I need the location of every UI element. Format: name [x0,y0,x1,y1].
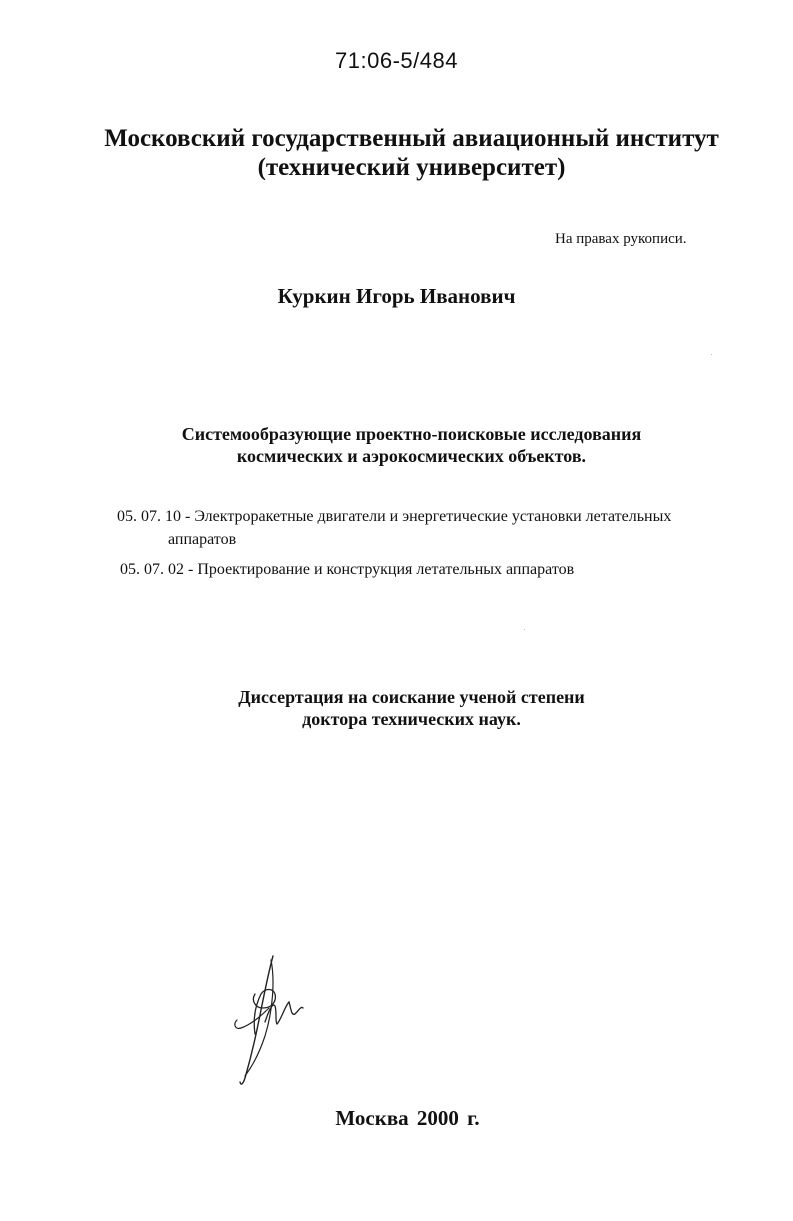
specialty-1: 05. 07. 10 - Электроракетные двигатели и энергетические установки летательных [117,508,672,525]
title-line-1: Системообразующие проектно-поисковые исследования [181,424,642,444]
city-and-year: Москва 2000 г. [335,1106,480,1130]
rights-note: На правах рукописи. [555,231,687,247]
title-line-2: космических и аэрокосмических объектов. [236,446,587,466]
degree-line-2: доктора технических наук. [302,709,521,729]
specialty-1-continuation: аппаратов [168,531,237,548]
institution-name [0,124,793,182]
dissertation-title [0,423,793,467]
catalog-code: 71:06-5/484 [335,48,458,73]
handwritten-signature [225,950,315,1090]
specialty-2: 05. 07. 02 - Проектирование и конструкция летательных аппаратов [120,561,575,578]
degree-statement [0,686,793,730]
institution-line-2: (технический университет) [257,154,566,181]
degree-line-1: Диссертация на соискание ученой степени [238,687,585,707]
scan-speck [524,629,525,630]
scan-speck [711,354,712,355]
institution-line-1: Московский государственный авиационный институт [104,125,719,152]
author-name: Куркин Игорь Иванович [277,284,516,308]
